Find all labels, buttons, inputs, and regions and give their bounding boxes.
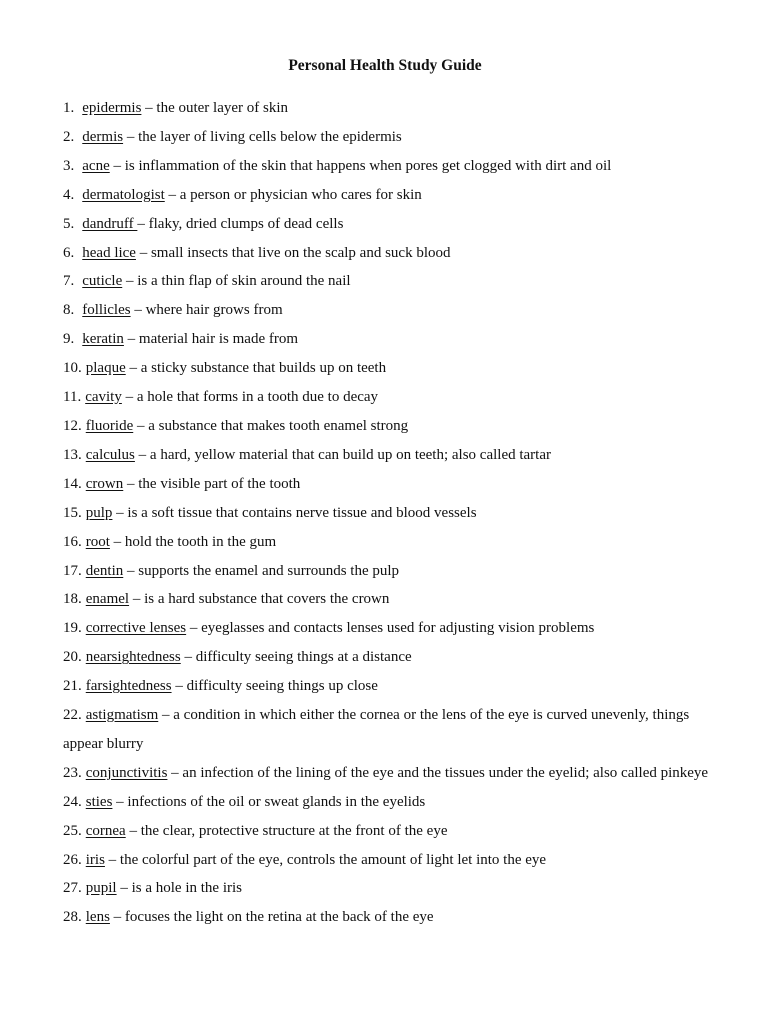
glossary-item — [63, 643, 723, 672]
item-number: 10. — [63, 360, 82, 377]
item-number: 18. — [63, 591, 82, 608]
item-definition: – is a hole in the iris — [116, 880, 242, 897]
item-definition: – material hair is made from — [123, 331, 299, 348]
item-term: root — [85, 533, 110, 550]
item-term: sties — [85, 793, 113, 810]
glossary-item — [63, 441, 723, 470]
item-number: 11. — [63, 389, 82, 406]
item-number: 14. — [63, 475, 82, 492]
item-definition: – difficulty seeing things at a distance — [180, 649, 412, 666]
glossary-item — [63, 788, 723, 817]
item-term: pupil — [85, 880, 117, 897]
glossary-item — [63, 239, 723, 268]
item-definition: – a hard, yellow material that can build up on teeth; also called tartar — [134, 446, 552, 463]
item-number: 20. — [63, 649, 82, 666]
item-term: cornea — [85, 822, 126, 839]
glossary-list — [63, 94, 723, 932]
item-term: enamel — [85, 591, 130, 608]
item-definition: – is a thin flap of skin around the nail — [122, 273, 351, 290]
item-term: dermatologist — [82, 186, 165, 203]
glossary-item — [63, 557, 723, 586]
item-definition: – where hair grows from — [130, 302, 283, 319]
glossary-item — [63, 181, 723, 210]
glossary-item — [63, 903, 723, 932]
glossary-item — [63, 94, 723, 123]
glossary-item — [63, 672, 723, 701]
item-number: 6. — [63, 244, 75, 261]
glossary-item — [63, 383, 723, 412]
item-term: pulp — [85, 504, 113, 521]
item-term: cavity — [85, 389, 122, 406]
item-definition: – focuses the light on the retina at the back of the eye — [109, 909, 434, 926]
item-number: 7. — [63, 273, 75, 290]
document-title: Personal Health Study Guide — [288, 57, 482, 74]
item-definition: – hold the tooth in the gum — [109, 533, 277, 550]
item-number: 17. — [63, 562, 82, 579]
item-term: plaque — [85, 360, 126, 377]
item-term: crown — [85, 475, 124, 492]
item-number: 28. — [63, 909, 82, 926]
item-definition: – the outer layer of skin — [141, 100, 289, 116]
item-term: epidermis — [82, 100, 142, 116]
glossary-item — [63, 325, 723, 354]
item-definition: – the layer of living cells below the epidermis — [123, 128, 402, 145]
item-term: astigmatism — [85, 707, 159, 724]
item-definition: – a sticky substance that builds up on teeth — [125, 360, 387, 377]
item-number: 27. — [63, 880, 82, 897]
item-term: acne — [82, 157, 110, 174]
glossary-item — [63, 267, 723, 296]
item-number: 1. — [63, 100, 75, 116]
glossary-item — [63, 152, 723, 181]
item-definition: – is a hard substance that covers the crown — [129, 591, 390, 608]
item-definition: – a condition in which either the cornea or the lens of the eye is curved unevenly, things appear blurry — [63, 707, 690, 752]
item-number: 12. — [63, 417, 82, 434]
glossary-item — [63, 123, 723, 152]
item-term: iris — [85, 851, 105, 868]
item-definition: – difficulty seeing things up close — [171, 678, 378, 695]
item-definition: – the visible part of the tooth — [123, 475, 301, 492]
item-number: 25. — [63, 822, 82, 839]
item-definition: – infections of the oil or sweat glands in the eyelids — [112, 793, 426, 810]
glossary-item — [63, 296, 723, 325]
item-definition: – an infection of the lining of the eye and the tissues under the eyelid; also called pinkeye — [167, 764, 709, 781]
item-number: 21. — [63, 678, 82, 695]
glossary-item — [63, 585, 723, 614]
item-number: 15. — [63, 504, 82, 521]
item-term: conjunctivitis — [85, 764, 168, 781]
glossary-item — [63, 817, 723, 846]
item-definition: – a hole that forms in a tooth due to decay — [121, 389, 379, 406]
item-definition: – flaky, dried clumps of dead cells — [137, 215, 344, 232]
item-definition: – a substance that makes tooth enamel strong — [133, 417, 409, 434]
glossary-item — [63, 354, 723, 383]
item-number: 3. — [63, 157, 75, 174]
item-number: 8. — [63, 302, 75, 319]
glossary-item — [63, 210, 723, 239]
item-number: 2. — [63, 128, 75, 145]
glossary-item — [63, 846, 723, 875]
glossary-item — [63, 614, 723, 643]
item-number: 5. — [63, 215, 75, 232]
item-number: 19. — [63, 620, 82, 637]
glossary-item — [63, 874, 723, 903]
glossary-item — [63, 412, 723, 441]
item-definition: – the colorful part of the eye, controls the amount of light let into the eye — [104, 851, 547, 868]
item-term: farsightedness — [85, 678, 172, 695]
item-term: dermis — [82, 128, 124, 145]
item-definition: – supports the enamel and surrounds the pulp — [123, 562, 400, 579]
item-term: calculus — [85, 446, 135, 463]
glossary-item — [63, 701, 723, 759]
item-term: lens — [85, 909, 110, 926]
item-definition: – a person or physician who cares for skin — [164, 186, 422, 203]
item-definition: – small insects that live on the scalp and suck blood — [135, 244, 451, 261]
item-term: cuticle — [82, 273, 123, 290]
item-term: corrective lenses — [85, 620, 187, 637]
glossary-item — [63, 759, 723, 788]
item-definition: – is a soft tissue that contains nerve tissue and blood vessels — [112, 504, 477, 521]
item-term: dentin — [85, 562, 124, 579]
item-definition: – is inflammation of the skin that happens when pores get clogged with dirt and oil — [109, 157, 612, 174]
item-number: 13. — [63, 446, 82, 463]
item-number: 26. — [63, 851, 82, 868]
item-term: keratin — [82, 331, 124, 348]
glossary-item — [63, 528, 723, 557]
item-term: head lice — [82, 244, 136, 261]
glossary-item — [63, 470, 723, 499]
item-number: 24. — [63, 793, 82, 810]
item-number: 22. — [63, 707, 82, 724]
item-number: 23. — [63, 764, 82, 781]
glossary-item — [63, 499, 723, 528]
item-term: dandruff — [82, 215, 138, 232]
item-number: 4. — [63, 186, 75, 203]
item-number: 16. — [63, 533, 82, 550]
item-term: nearsightedness — [85, 649, 181, 666]
item-definition: – eyeglasses and contacts lenses used for adjusting vision problems — [186, 620, 595, 637]
item-term: follicles — [82, 302, 131, 319]
item-term: fluoride — [85, 417, 134, 434]
item-definition: – the clear, protective structure at the front of the eye — [125, 822, 448, 839]
item-number: 9. — [63, 331, 75, 348]
